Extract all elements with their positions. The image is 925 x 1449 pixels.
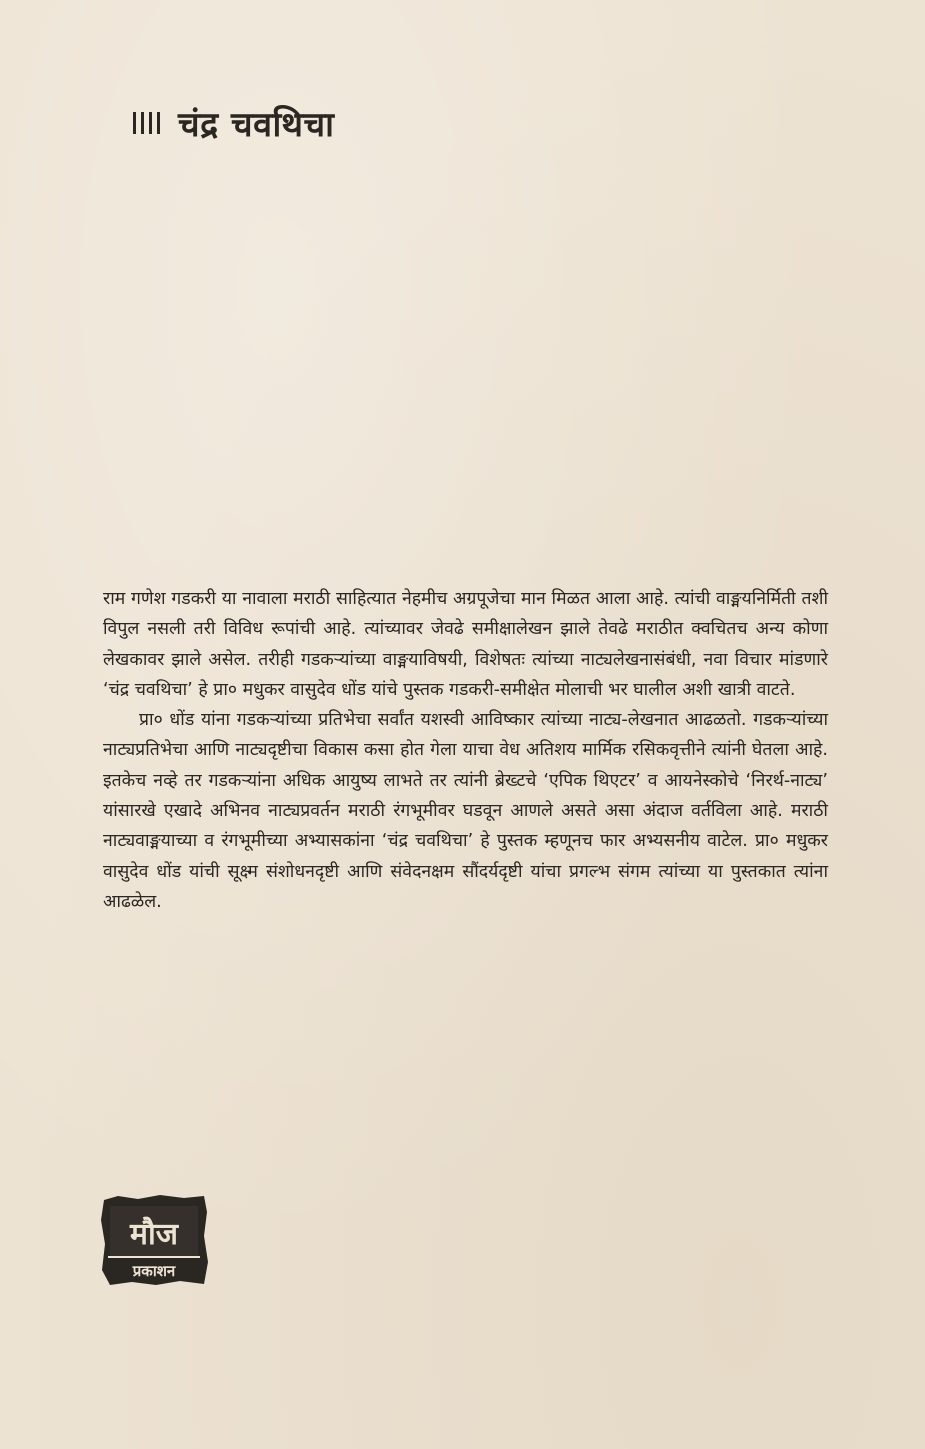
blurb-paragraph-1: राम गणेश गडकरी या नावाला मराठी साहित्यात नेहमीच अग्रपूजेचा मान मिळत आला आहे. त्यांची वाङ्मयनिर्मिती तशी विपुल नसली तरी विविध रूपांची आहे. त्यांच्यावर जेवढे समीक्षालेखन झाले तेवढे मराठीत क्वचितच अन्य कोणा लेखकावर झाले असेल. तरीही गडकऱ्यांच्या वाङ्मयाविषयी, विशेषतः त्यांच्या नाट्यलेखनासंबंधी, नवा विचार मांडणारे ‘चंद्र चवथिचा’ हे प्रा० मधुकर वासुदेव धोंड यांचे पुस्तक गडकरी-समीक्षेत मोलाची भर घालील अशी खात्री वाटते. [103,589,828,700]
blurb-paragraph-2: प्रा० धोंड यांना गडकऱ्यांच्या प्रतिभेचा सर्वांत यशस्वी आविष्कार त्यांच्या नाट्य-लेखनात आढळतो. गडकऱ्यांच्या नाट्यप्रतिभेचा आणि नाट्यदृष्टीचा विकास कसा होत गेला याचा वेध अतिशय मार्मिक रसिकवृत्तीने त्यांनी घेतला आहे. इतकेच नव्हे तर गडकऱ्यांना अधिक आयुष्य लाभते तर त्यांनी ब्रेख्टचे ‘एपिक थिएटर’ व आयनेस्कोचे ‘निरर्थ-नाट्य’ यांसारखे एखादे अभिनव नाट्यप्रवर्तन मराठी रंगभूमीवर घडवून आणले असते असा अंदाज वर्तविला आहे. मराठी नाट्यवाङ्मयाच्या व रंगभूमीच्या अभ्यासकांना ‘चंद्र चवथिचा’ हे पुस्तक म्हणूनच फार अभ्यसनीय वाटेल. प्रा० मधुकर वासुदेव धोंड यांची सूक्ष्म संशोधनदृष्टी आणि संवेदनक्षम सौंदर्यदृष्टी यांचा प्रगल्भ संगम त्यांच्या या पुस्तकात त्यांना आढळेल. [103,710,828,912]
publisher-logo-stamp [98,1192,210,1288]
book-title: चंद्र चवथिचा [178,105,335,145]
logo-top-text: मौज [130,1217,178,1252]
title-marks [133,107,160,139]
title-row [133,100,334,146]
blurb-text [103,584,828,917]
publisher-logo [98,1192,210,1288]
logo-bottom-text: प्रकाशन [132,1262,176,1280]
